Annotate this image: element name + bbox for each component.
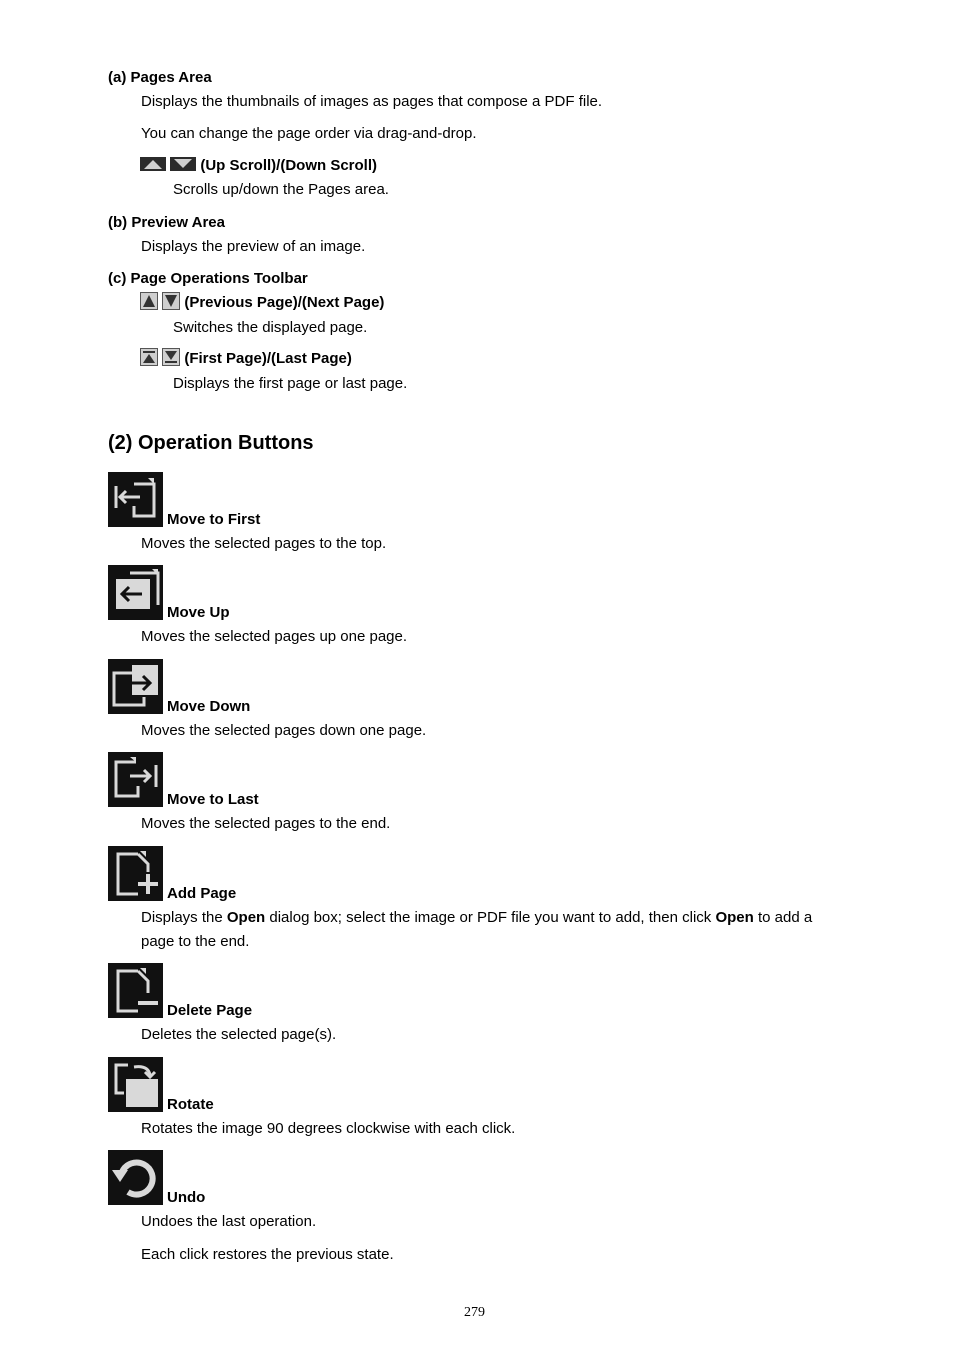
pages-area-desc: Displays the thumbnails of images as pages that compose a PDF file.: [141, 93, 603, 110]
prev-next-item: [140, 292, 384, 314]
prev-next-label: (Previous Page)/(Next Page): [184, 293, 385, 311]
add-page-icon: [108, 846, 163, 901]
delete-page-icon: [108, 963, 163, 1018]
prev-next-desc: Switches the displayed page.: [173, 319, 368, 336]
previous-page-icon: [140, 292, 158, 314]
down-scroll-icon: [170, 157, 196, 175]
move-to-first-desc: Moves the selected pages to the top.: [141, 535, 387, 552]
first-last-item: [140, 348, 352, 370]
preview-area-desc: Displays the preview of an image.: [141, 238, 366, 255]
move-to-last-desc: Moves the selected pages to the end.: [141, 815, 391, 832]
add-page-label: Add Page: [167, 885, 237, 902]
delete-page-label: Delete Page: [167, 1002, 253, 1019]
up-scroll-icon: [140, 157, 166, 175]
move-to-first-label: Move to First: [167, 511, 261, 528]
delete-page-desc: Deletes the selected page(s).: [141, 1026, 337, 1043]
undo-icon: [108, 1150, 163, 1205]
move-down-icon: [108, 659, 163, 714]
first-last-desc: Displays the first page or last page.: [173, 375, 408, 392]
move-to-last-icon: [108, 752, 163, 807]
move-up-icon: [108, 565, 163, 620]
operation-buttons-heading: (2) Operation Buttons: [108, 432, 314, 454]
move-to-last-label: Move to Last: [167, 791, 259, 808]
toolbar-heading: (c) Page Operations Toolbar: [108, 270, 308, 287]
move-down-label: Move Down: [167, 698, 251, 715]
last-page-icon: [162, 348, 180, 370]
scroll-label: (Up Scroll)/(Down Scroll): [200, 157, 378, 174]
preview-area-heading: (b) Preview Area: [108, 214, 225, 231]
add-page-desc-line2: page to the end.: [141, 933, 250, 950]
pages-area-desc-2: You can change the page order via drag-and-drop.: [141, 125, 477, 142]
page-number: 279: [464, 1305, 485, 1320]
rotate-desc: Rotates the image 90 degrees clockwise with each click.: [141, 1120, 516, 1137]
rotate-label: Rotate: [167, 1096, 214, 1113]
next-page-icon: [162, 292, 180, 314]
scroll-desc: Scrolls up/down the Pages area.: [173, 181, 389, 198]
scroll-item: [140, 157, 377, 175]
undo-desc-2: Each click restores the previous state.: [141, 1246, 394, 1263]
move-down-desc: Moves the selected pages down one page.: [141, 722, 427, 739]
undo-desc: Undoes the last operation.: [141, 1213, 317, 1230]
move-up-desc: Moves the selected pages up one page.: [141, 628, 408, 645]
undo-label: Undo: [167, 1189, 206, 1206]
rotate-icon: [108, 1057, 163, 1112]
move-up-label: Move Up: [167, 604, 230, 621]
move-to-first-icon: [108, 472, 163, 527]
pages-area-heading: (a) Pages Area: [108, 69, 212, 86]
first-page-icon: [140, 348, 158, 370]
first-last-label: (First Page)/(Last Page): [184, 349, 352, 367]
add-page-desc: Displays the Open dialog box; select the image or PDF file you want to add, then click Open to add a: [141, 909, 813, 926]
